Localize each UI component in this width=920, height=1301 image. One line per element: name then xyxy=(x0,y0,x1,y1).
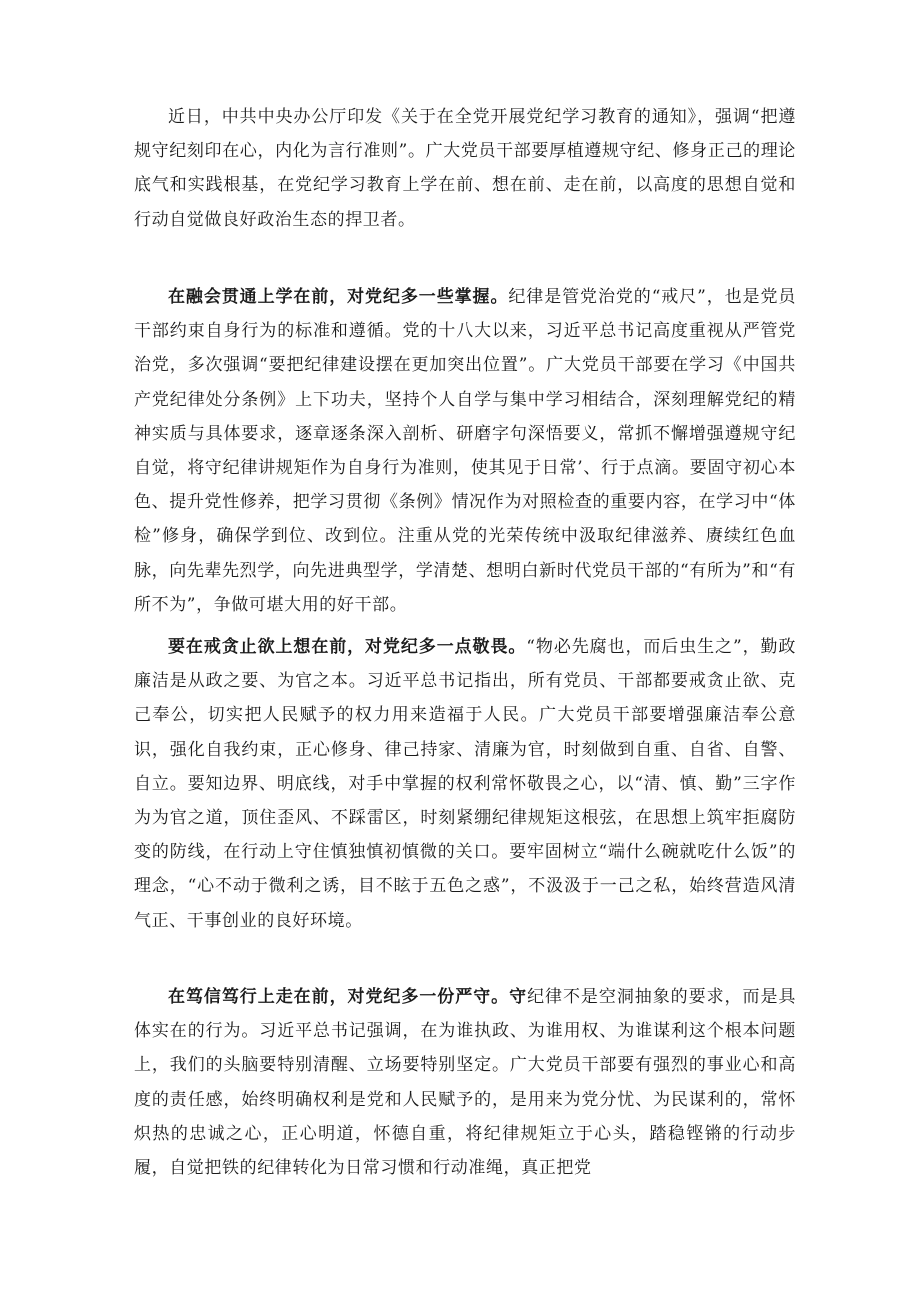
paragraph-think-ahead xyxy=(134,630,796,938)
paragraph-text: “物必先腐也，而后虫生之”，勤政廉洁是从政之要、为官之本。习近平总书记指出，所有党员、干部都要戒贪止欲、克己奉公，切实把人民赋予的权力用来造福于人民。广大党员干部要增强廉洁奉公意识，强化自我约束，正心修身、律己持家、清廉为官，时刻做到自重、自省、自警、自立。要知边界、明底线，对手中掌握的权利常怀敬畏之心，以“清、慎、勤”三字作为为官之道，顶住歪风、不踩雷区，时刻紧绷纪律规矩这根弦，在思想上筑牢拒腐防变的防线，在行动上守住慎独慎初慎微的关口。要牢固树立“端什么碗就吃什么饭”的理念，“心不动于微利之诱，目不眩于五色之惑”，不汲汲于一己之私，始终营造风清气正、干事创业的良好环境。 xyxy=(134,637,796,931)
paragraph-intro xyxy=(134,100,796,237)
paragraph-text: 纪律是管党治党的“戒尺”，也是党员干部约束自身行为的标准和遵循。党的十八大以来，习近平总书记高度重视从严管党治党，多次强调“要把纪律建设摆在更加突出位置”。广大党员干部要在学习《中国共产党纪律处分条例》上下功夫，坚持个人自学与集中学习相结合，深刻理解党纪的精神实质与具体要求，逐章逐条深入剖析、研磨字句深悟要义，常抓不懈增强遵规守纪自觉，将守纪律讲规矩作为自身行为准则，使其见于日常’、行于点滴。要固守初心本色、提升党性修养，把学习贯彻《条例》情况作为对照检查的重要内容，在学习中“体检”修身，确保学到位、改到位。注重从党的光荣传统中汲取纪律滋养、赓续红色血脉，向先辈先烈学，向先进典型学，学清楚、想明白新时代党员干部的“有所为”和“有所不为”，争做可堪大用的好干部。 xyxy=(134,287,796,615)
paragraph-text: 纪律不是空洞抽象的要求，而是具体实在的行为。习近平总书记强调，在为谁执政、为谁用权、为谁谋利这个根本问题上，我们的头脑要特别清醒、立场要特别坚定。广大党员干部要有强烈的事业心和高度的责任感，始终明确权利是党和人民赋予的，是用来为党分忧、为民谋利的，常怀炽热的忠诚之心，正心明道，怀德自重，将纪律规矩立于心头，踏稳铿锵的行动步履，自觉把铁的纪律转化为日常习惯和行动准绳，真正把党 xyxy=(134,987,797,1179)
paragraph-lead: 在笃信笃行上走在前，对党纪多一份严守。守 xyxy=(168,987,528,1007)
paragraph-study-ahead xyxy=(134,280,796,622)
paragraph-lead: 要在戒贪止欲上想在前，对党纪多一点敬畏。 xyxy=(168,637,527,657)
paragraph-lead: 在融会贯通上学在前，对党纪多一些掌握。 xyxy=(168,287,509,307)
paragraph-text: 近日，中共中央办公厅印发《关于在全党开展党纪学习教育的通知》，强调“把遵规守纪刻印在心，内化为言行准则”。广大党员干部要厚植遵规守纪、修身正己的理论底气和实践根基，在党纪学习教育上学在前、想在前、走在前，以高度的思想自觉和行动自觉做良好政治生态的捍卫者。 xyxy=(134,107,796,230)
paragraph-act-ahead xyxy=(134,980,796,1185)
